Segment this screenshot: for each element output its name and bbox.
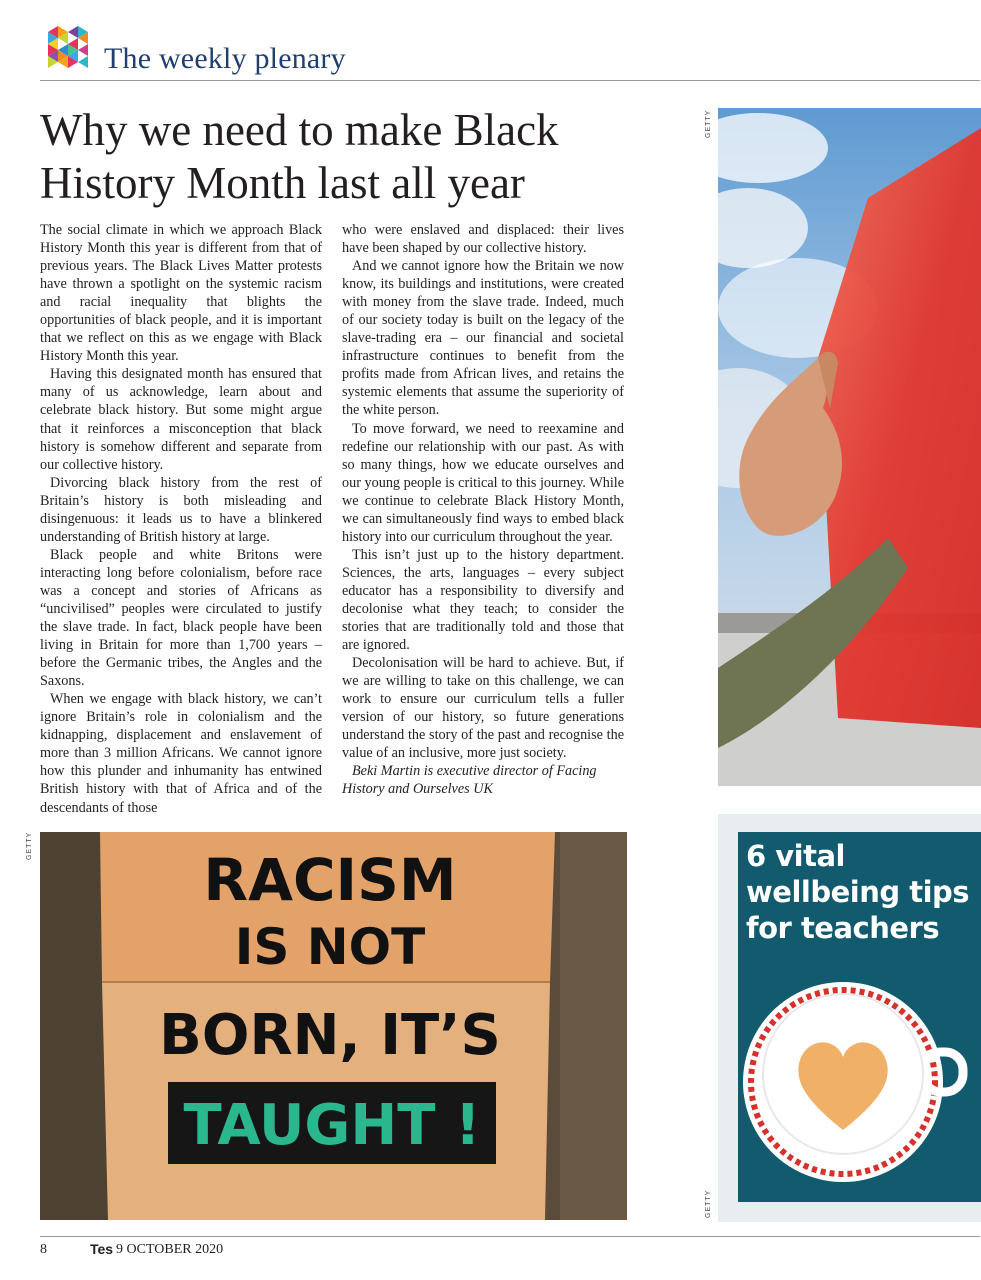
issue-date: 9 OCTOBER 2020: [116, 1242, 224, 1257]
brand-name: Tes: [90, 1241, 114, 1257]
photo-credit: GETTY: [705, 109, 712, 138]
photo-hand-red-sheet: [718, 108, 981, 786]
article-paragraph: This isn’t just up to the history department. Sciences, the arts, languages – every subject educator has a responsibility to diversify and decolonise what they teach; to consider the stories that are traditionally told and those that are ignored.: [342, 546, 624, 654]
article-paragraph: When we engage with black history, we can’t ignore Britain’s role in colonialism and the kidnapping, displacement and enslavement of more than 3 million Africans. We cannot ignore how this plunder and inhumanity has entwined British history with that of Africa and of the descendants of those: [40, 691, 322, 816]
article-paragraph: Divorcing black history from the rest of Britain’s history is both misleading and disingenuous: it leads us to have a blinkered understanding of British history at large.: [40, 474, 322, 545]
article-paragraph: who were enslaved and displaced: their lives have been shaped by our collective history.: [342, 222, 624, 257]
sign-line-2: IS NOT: [234, 918, 426, 976]
teacup-icon: [738, 982, 981, 1202]
hand-photo-illustration: [718, 108, 981, 786]
article-paragraph: Having this designated month has ensured that many of us acknowledge, learn about and celebrate black history. But some might argue that it reinforces a misconception that black history is somehow different and separate from our collective history.: [40, 366, 322, 473]
article-paragraph: Decolonisation will be hard to achieve. But, if we are willing to take on this challenge, we can work to ensure our curriculum tells a fuller version of our history, so future generations understand the story of the past and recognise the value of an inclusive, more just society.: [342, 655, 624, 762]
photo-credit: GETTY: [705, 1189, 712, 1218]
page-number: 8: [40, 1242, 47, 1257]
sign-line-4: TAUGHT !: [183, 1093, 481, 1158]
article-paragraph: To move forward, we need to reexamine and redefine our relationship with our past. As with so many things, how we educate ourselves and our young people is critical to this journey. While we continue to celebrate Black History Month, we can simultaneously find ways to embed black history into our curriculum throughout the year.: [342, 420, 624, 545]
article-headline: Why we need to make Black History Month last all year: [40, 105, 559, 208]
sign-line-1: RACISM: [203, 846, 457, 914]
article-paragraph: Black people and white Britons were interacting long before colonialism, before race was a concept and stories of Africans as “uncivilised” peoples were circulated to justify the slave trade. In fact, black people have been living in Britain for more than 1,700 years – before the Germanic tribes, the Angles and the Saxons.: [40, 546, 322, 690]
article-column-2: [342, 221, 624, 799]
sign-line-3: BORN, IT’S: [159, 1003, 501, 1068]
header-divider: [40, 80, 980, 81]
article-column-1: [40, 221, 322, 817]
photo-credit: GETTY: [26, 831, 33, 860]
author-byline: Beki Martin is executive director of Facing History and Ourselves UK: [342, 763, 597, 798]
section-title: The weekly plenary: [104, 42, 346, 75]
article-paragraph: And we cannot ignore how the Britain we now know, its buildings and institutions, were created with money from the slave trade. Indeed, much of our society today is built on the legacy of the slave-trading era – our financial and societal infrastructure continues to benefit from the profits made from African lives, and retains the systemic elements that assume the superiority of the white person.: [342, 258, 624, 419]
article-paragraph: The social climate in which we approach Black History Month this year is different from that of previous years. The Black Lives Matter protests have thrown a spotlight on the systemic racism and racial inequality that blights the opportunities of black people, and it is important that we reflect on this as we engage with Black History Month this year.: [40, 222, 322, 365]
sign-photo-illustration: [40, 832, 627, 1220]
footer-divider: [40, 1236, 980, 1237]
tes-logo-icon: [40, 18, 96, 74]
photo-protest-sign: [40, 832, 627, 1220]
ad-heading[interactable]: 6 vital wellbeing tips for teachers: [746, 839, 970, 945]
